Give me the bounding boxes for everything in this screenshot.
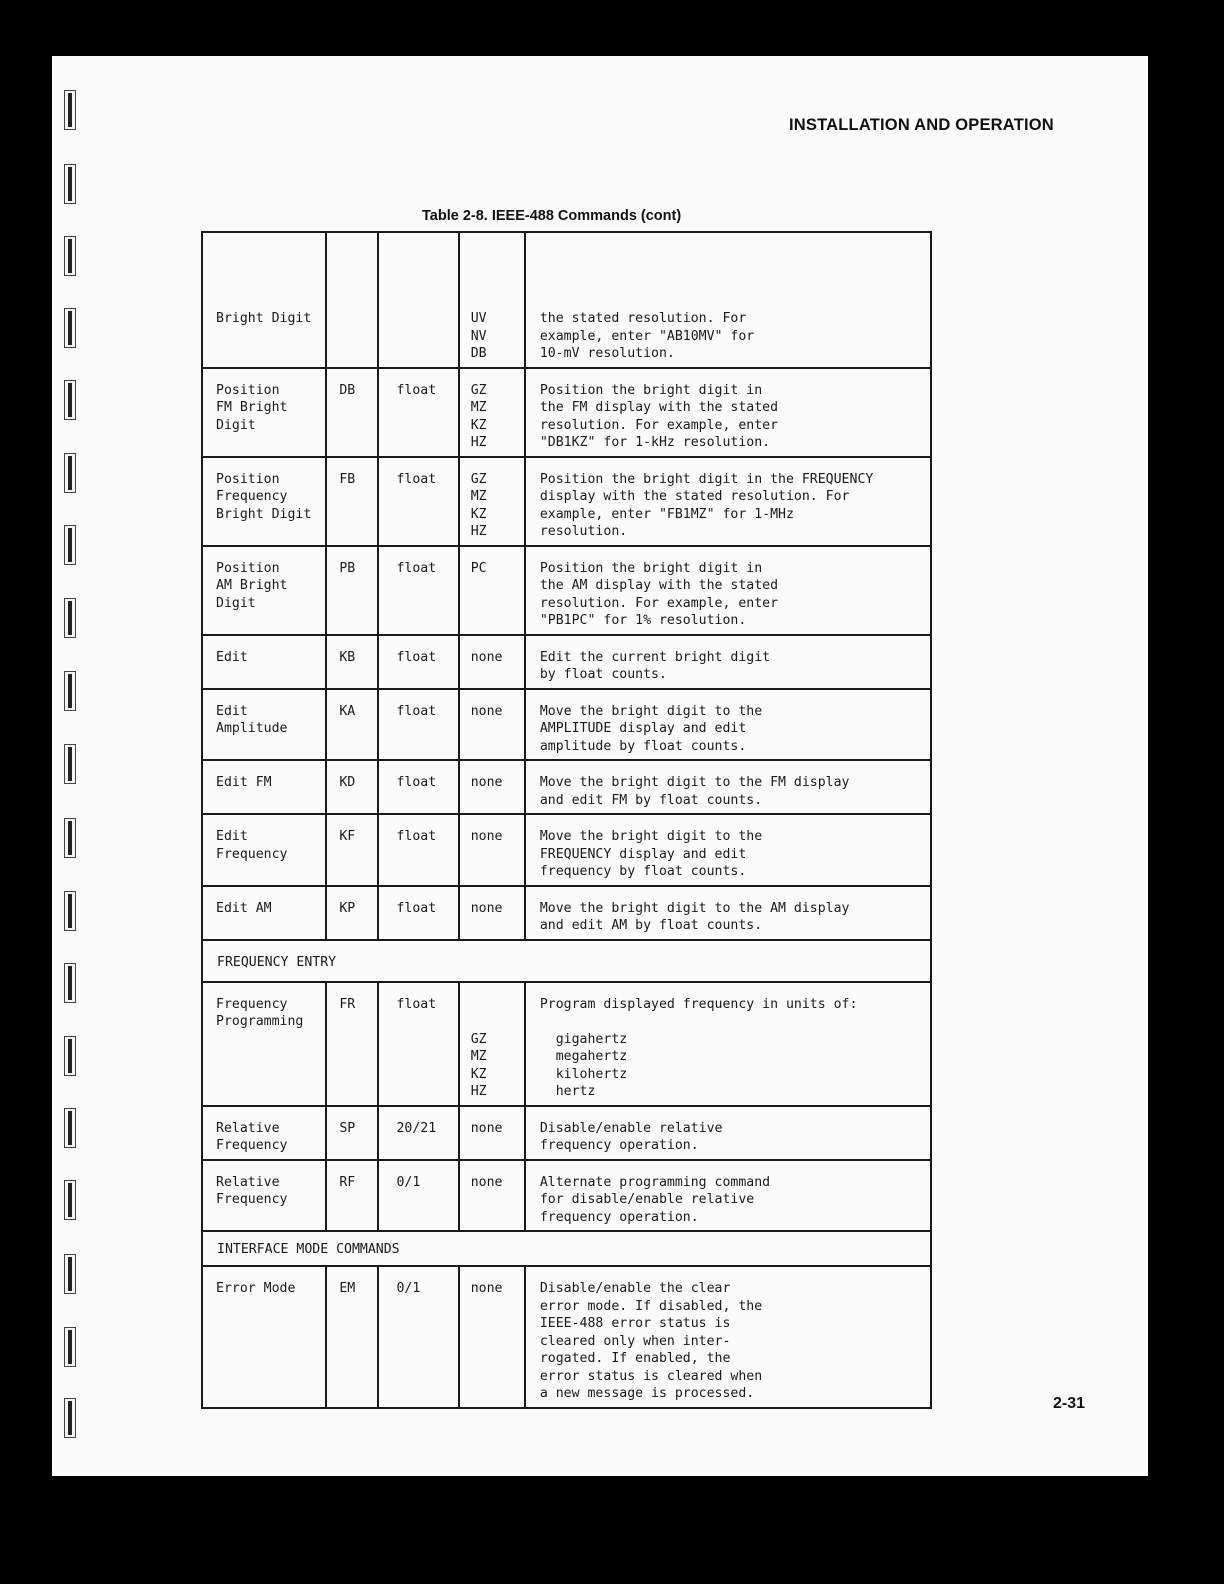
data-cell: float (378, 635, 458, 689)
code-cell: KP (326, 886, 378, 940)
function-cell: Edit (202, 635, 326, 689)
code-cell: SP (326, 1106, 378, 1160)
description-cell: Move the bright digit to the FREQUENCY display and edit frequency by float counts. (525, 814, 931, 886)
table-row (202, 546, 931, 635)
description-cell: Position the bright digit in the FREQUENCY display with the stated resolution. For example, enter "FB1MZ" for 1-MHz resolution. (525, 457, 931, 546)
function-cell: Bright Digit (202, 232, 326, 368)
suffix-cell: none (459, 1160, 525, 1232)
binding-hole (64, 1327, 76, 1367)
suffix-cell: none (459, 1266, 525, 1408)
function-cell: Frequency Programming (202, 982, 326, 1106)
suffix-cell: PC (459, 546, 525, 635)
binding-hole (64, 963, 76, 1003)
binding-hole (64, 525, 76, 565)
running-head: INSTALLATION AND OPERATION (789, 116, 1054, 134)
data-cell (378, 232, 458, 368)
table-row (202, 689, 931, 761)
code-cell: KB (326, 635, 378, 689)
function-cell: Error Mode (202, 1266, 326, 1408)
data-cell: 0/1 (378, 1266, 458, 1408)
binding-hole (64, 818, 76, 858)
description-cell: Program displayed frequency in units of: gigahertz megahertz kilohertz hertz (525, 982, 931, 1106)
table-row (202, 368, 931, 457)
binding-hole (64, 598, 76, 638)
data-cell: float (378, 814, 458, 886)
suffix-cell: GZ MZ KZ HZ (459, 368, 525, 457)
data-cell: float (378, 982, 458, 1106)
description-cell: Position the bright digit in the AM display with the stated resolution. For example, enter "PB1PC" for 1% resolution. (525, 546, 931, 635)
table-row (202, 635, 931, 689)
description-cell: Move the bright digit to the AMPLITUDE display and edit amplitude by float counts. (525, 689, 931, 761)
table-row (202, 1266, 931, 1408)
table-row (202, 886, 931, 940)
description-cell: Move the bright digit to the FM display and edit FM by float counts. (525, 760, 931, 814)
binding-hole (64, 453, 76, 493)
description-cell: Disable/enable the clear error mode. If disabled, the IEEE-488 error status is cleared only when inter- rogated. If enabled, the error status is cleared when a new message is processed. (525, 1266, 931, 1408)
description-cell: Move the bright digit to the AM display and edit AM by float counts. (525, 886, 931, 940)
binding-hole (64, 308, 76, 348)
binding-hole (64, 380, 76, 420)
code-cell: KD (326, 760, 378, 814)
code-cell (326, 232, 378, 368)
function-cell: Edit AM (202, 886, 326, 940)
table-row (202, 760, 931, 814)
suffix-cell: none (459, 635, 525, 689)
binding-hole (64, 1254, 76, 1294)
section-row (202, 1231, 931, 1266)
description-cell: Disable/enable relative frequency operation. (525, 1106, 931, 1160)
code-cell: DB (326, 368, 378, 457)
function-cell: Edit Frequency (202, 814, 326, 886)
code-cell: FR (326, 982, 378, 1106)
binding-hole (64, 671, 76, 711)
function-cell: Position AM Bright Digit (202, 546, 326, 635)
binding-hole (64, 164, 76, 204)
function-cell: Position Frequency Bright Digit (202, 457, 326, 546)
suffix-cell: none (459, 814, 525, 886)
code-cell: RF (326, 1160, 378, 1232)
suffix-cell: UV NV DB (459, 232, 525, 368)
binding-hole (64, 1180, 76, 1220)
binding-hole (64, 1036, 76, 1076)
section-heading-frequency-entry: FREQUENCY ENTRY (202, 940, 931, 982)
table-row (202, 457, 931, 546)
table-row (202, 1160, 931, 1232)
code-cell: PB (326, 546, 378, 635)
description-cell: Position the bright digit in the FM display with the stated resolution. For example, enter "DB1KZ" for 1-kHz resolution. (525, 368, 931, 457)
page-number: 2-31 (1053, 1395, 1086, 1412)
function-cell: Edit FM (202, 760, 326, 814)
binding-hole (64, 90, 76, 130)
binding-hole (64, 891, 76, 931)
data-cell: float (378, 689, 458, 761)
data-cell: float (378, 886, 458, 940)
function-cell: Position FM Bright Digit (202, 368, 326, 457)
suffix-cell: none (459, 1106, 525, 1160)
binding-hole (64, 744, 76, 784)
code-cell: FB (326, 457, 378, 546)
data-cell: float (378, 368, 458, 457)
code-cell: EM (326, 1266, 378, 1408)
code-cell: KF (326, 814, 378, 886)
section-row (202, 940, 931, 982)
binding-hole (64, 236, 76, 276)
data-cell: float (378, 760, 458, 814)
suffix-cell: none (459, 689, 525, 761)
data-cell: 20/21 (378, 1106, 458, 1160)
data-cell: float (378, 546, 458, 635)
data-cell: float (378, 457, 458, 546)
function-cell: Relative Frequency (202, 1106, 326, 1160)
binding-hole (64, 1398, 76, 1438)
description-cell: Edit the current bright digit by float counts. (525, 635, 931, 689)
suffix-cell: GZ MZ KZ HZ (459, 457, 525, 546)
table-row (202, 232, 931, 368)
data-cell: 0/1 (378, 1160, 458, 1232)
suffix-cell: GZ MZ KZ HZ (459, 982, 525, 1106)
binding-hole (64, 1108, 76, 1148)
table-row (202, 982, 931, 1106)
table-row (202, 814, 931, 886)
function-cell: Relative Frequency (202, 1160, 326, 1232)
function-cell: Edit Amplitude (202, 689, 326, 761)
suffix-cell: none (459, 886, 525, 940)
section-heading-interface-mode-commands: INTERFACE MODE COMMANDS (202, 1231, 931, 1266)
table-row (202, 1106, 931, 1160)
suffix-cell: none (459, 760, 525, 814)
code-cell: KA (326, 689, 378, 761)
table-caption: Table 2-8. IEEE-488 Commands (cont) (422, 208, 682, 224)
description-cell: the stated resolution. For example, enter "AB10MV" for 10-mV resolution. (525, 232, 931, 368)
description-cell: Alternate programming command for disable/enable relative frequency operation. (525, 1160, 931, 1232)
commands-table (201, 231, 932, 1409)
